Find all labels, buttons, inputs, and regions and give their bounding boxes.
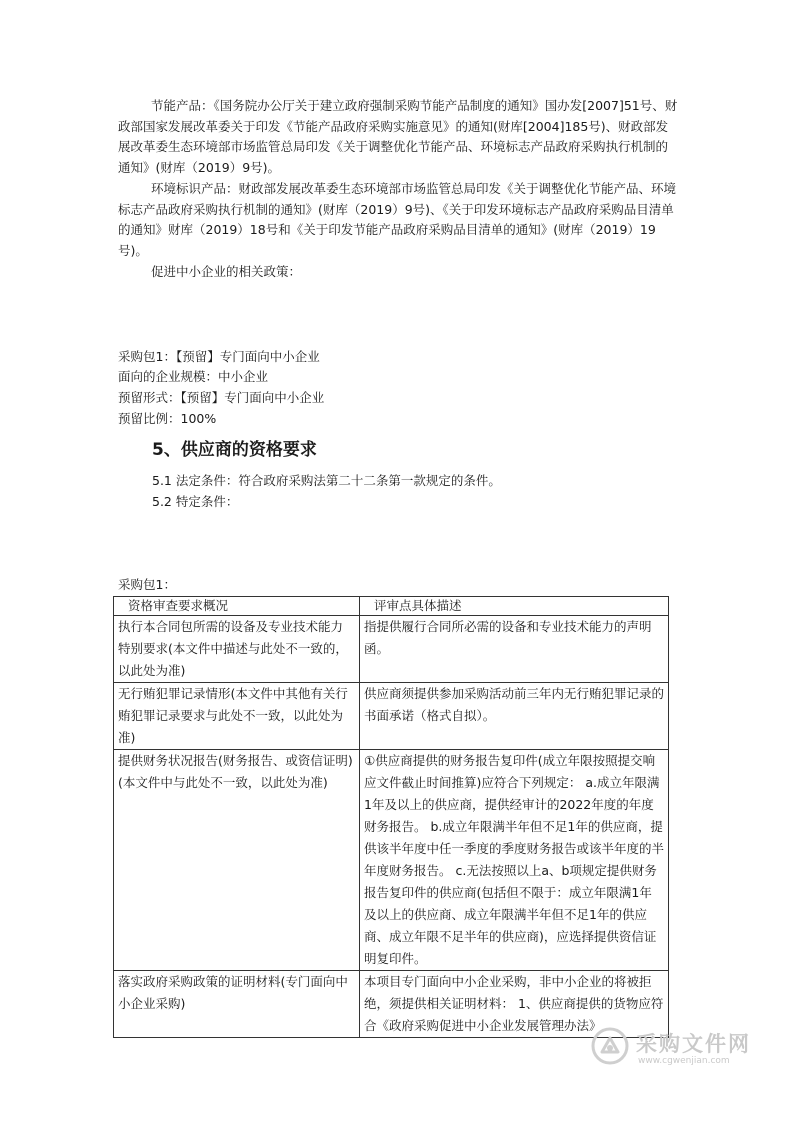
- table-row: [114, 683, 669, 750]
- table-caption: 采购包1：: [118, 577, 176, 592]
- row-requirement: 提供财务状况报告(财务报告、或资信证明)(本文件中与此处不一致，以此处为准): [114, 750, 360, 971]
- package-line-4: 预留比例：100%: [118, 411, 217, 426]
- policy-sme: 促进中小企业的相关政策：: [151, 264, 302, 279]
- watermark: [590, 1026, 750, 1070]
- watermark-logo-icon: [590, 1026, 630, 1066]
- legal-conditions: 5.1 法定条件：符合政府采购法第二十二条第一款规定的条件。: [152, 473, 501, 488]
- table-row: [114, 750, 669, 971]
- package-line-3: 预留形式：【预留】专门面向中小企业: [118, 390, 325, 405]
- row-requirement: 落实政府采购政策的证明材料(专门面向中小企业采购): [114, 971, 360, 1038]
- policy-energy: 节能产品：《国务院办公厅关于建立政府强制采购节能产品制度的通知》国办发[2007]51号、财政部国家发展改革委关于印发《节能产品政府采购实施意见》的通知(财库[2004]185号)、财政部发展改革委生态环境部市场监管总局印发《关于调整优化节能产品、环境标志产品政府采购执行机制的通知》(财库（2019）9号)。: [118, 98, 678, 176]
- watermark-url: www.cgwenjian.com: [638, 1056, 730, 1066]
- package-line-1: 采购包1：【预留】专门面向中小企业: [118, 349, 320, 364]
- qualification-table: [113, 596, 669, 1038]
- table-header-description: 评审点具体描述: [360, 597, 669, 616]
- section-heading: 5、供应商的资格要求: [152, 440, 317, 460]
- specific-conditions: 5.2 特定条件：: [152, 494, 239, 509]
- row-description: 本项目专门面向中小企业采购，非中小企业的将被拒绝，须提供相关证明材料： 1、供应商提供的货物应符合《政府采购促进中小企业发展管理办法》: [360, 971, 669, 1038]
- row-description: ①供应商提供的财务报告复印件(成立年限按照提交响应文件截止时间推算)应符合下列规定： a.成立年限满1年及以上的供应商，提供经审计的2022年度的年度财务报告。 b.成立年限满半年但不足1年的供应商，提供该半年度中任一季度的季度财务报告或该半年度的半年度财务报告。 c.无法按照以上a、b项规定提供财务报告复印件的供应商(包括但不限于：成立年限满1年及以上的供应商、成立年限满半年但不足1年的供应商、成立年限不足半年的供应商)，应选择提供资信证明复印件。: [360, 750, 669, 971]
- row-requirement: 无行贿犯罪记录情形(本文件中其他有关行贿犯罪记录要求与此处不一致，以此处为准): [114, 683, 360, 750]
- table-header-row: [114, 597, 669, 616]
- row-description: 指提供履行合同所必需的设备和专业技术能力的声明函。: [360, 616, 669, 683]
- table-row: [114, 971, 669, 1038]
- watermark-title: 采购文件网: [636, 1032, 751, 1056]
- table-row: [114, 616, 669, 683]
- policy-environment: 环境标识产品：财政部发展改革委生态环境部市场监管总局印发《关于调整优化节能产品、环境标志产品政府采购执行机制的通知》(财库（2019）9号)、《关于印发环境标志产品政府采购品目清单的通知》财库（2019）18号和《关于印发节能产品政府采购品目清单的通知》(财库（2019）19号)。: [118, 181, 677, 259]
- row-requirement: 执行本合同包所需的设备及专业技术能力特别要求(本文件中描述与此处不一致的，以此处为准): [114, 616, 360, 683]
- package-line-2: 面向的企业规模：中小企业: [118, 369, 269, 384]
- table-header-requirement: 资格审查要求概况: [114, 597, 360, 616]
- row-description: 供应商须提供参加采购活动前三年内无行贿犯罪记录的书面承诺（格式自拟）。: [360, 683, 669, 750]
